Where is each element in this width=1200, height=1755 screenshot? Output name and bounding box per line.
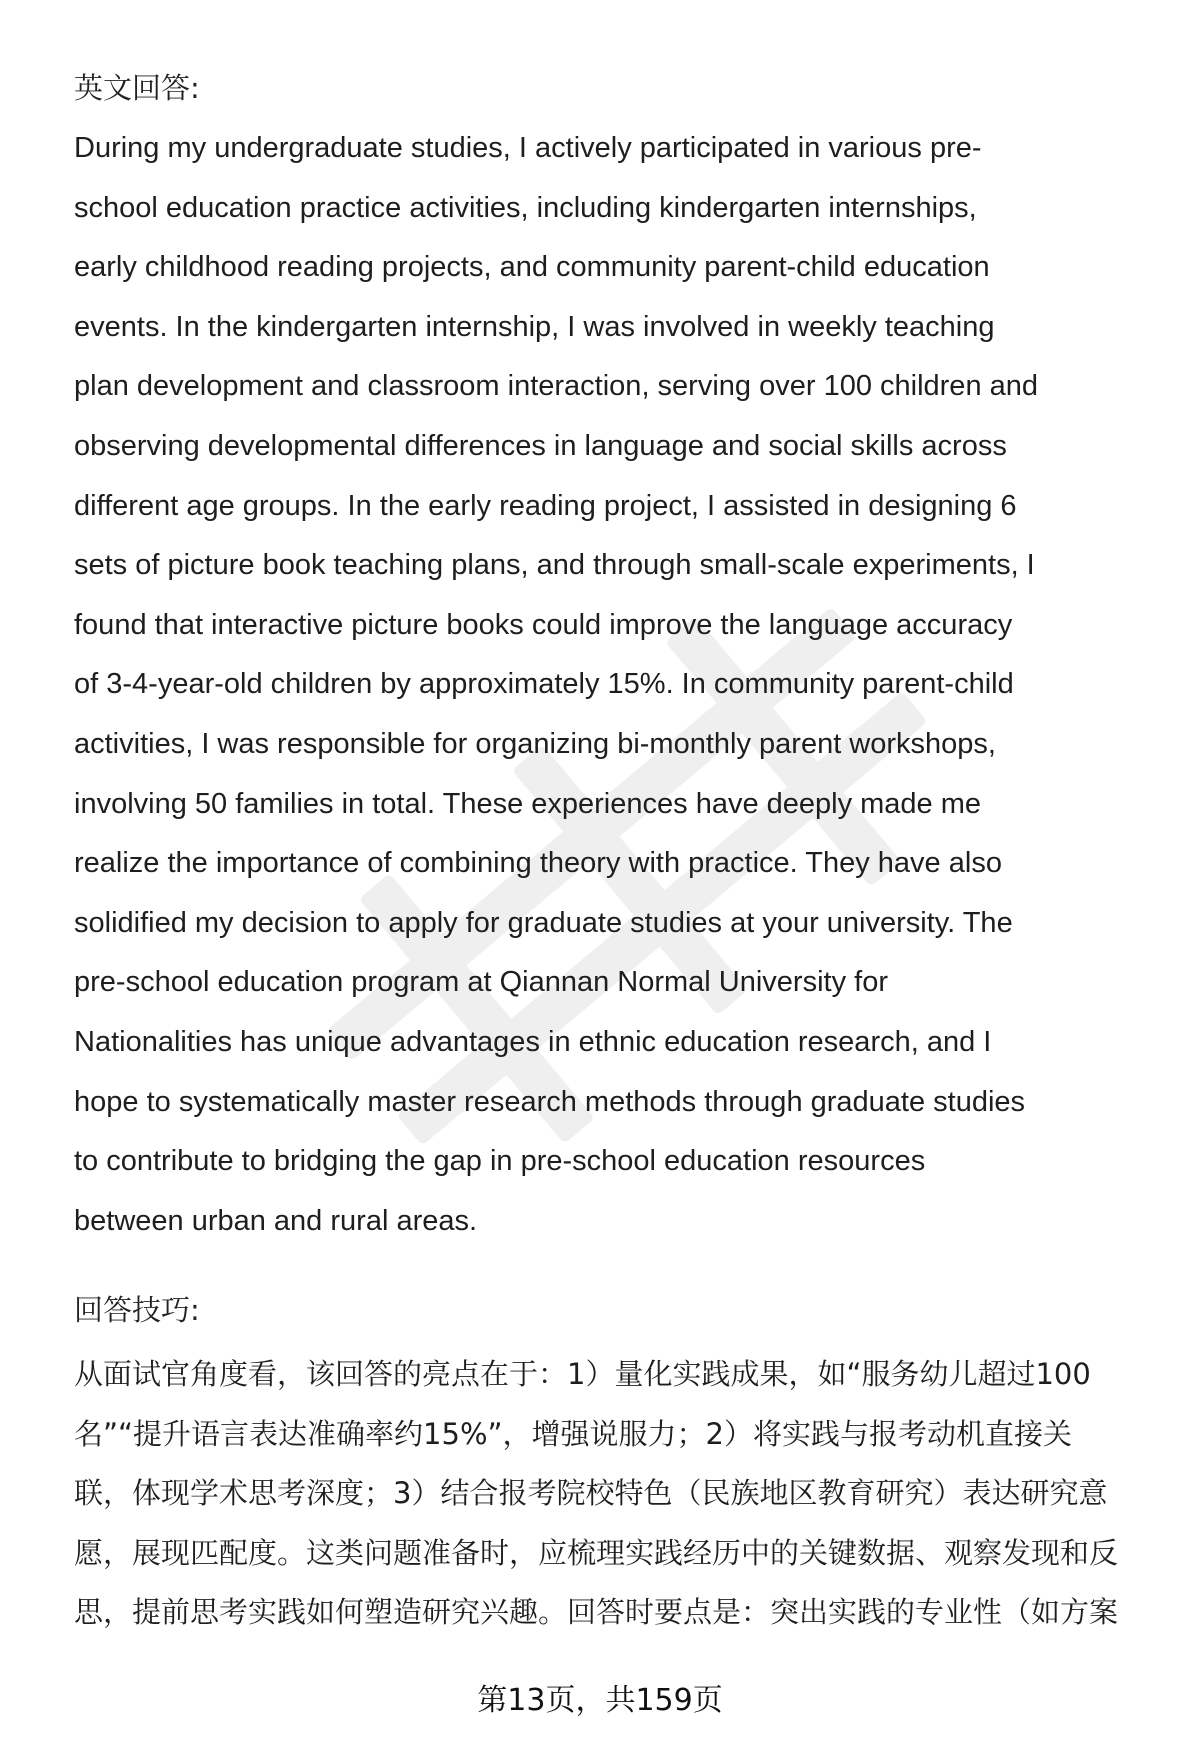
paragraph-line: between urban and rural areas.: [74, 1204, 478, 1237]
paragraph-line: of 3-4-year-old children by approximately 15%. In community parent-child: [74, 668, 1014, 701]
paragraph-line: Nationalities has unique advantages in ethnic education research, and I: [74, 1025, 992, 1058]
english-answer-paragraph: [74, 119, 1154, 1251]
paragraph-line: observing developmental differences in language and social skills across: [74, 429, 1007, 462]
page-number-footer: 第13页，共159页: [477, 1683, 723, 1718]
paragraph-line: plan development and classroom interaction, serving over 100 children and: [74, 370, 1039, 403]
paragraph-line: 联，体现学术思考深度；3）结合报考院校特色（民族地区教育研究）表达研究意: [74, 1476, 1108, 1511]
paragraph-line: During my undergraduate studies, I actively participated in various pre-: [74, 132, 982, 164]
paragraph-line: 从面试官角度看，该回答的亮点在于：1）量化实践成果，如“服务幼儿超过100: [74, 1357, 1091, 1391]
paragraph-line: realize the importance of combining theory with practice. They have also: [74, 847, 1002, 880]
answer-tips-paragraph: [74, 1345, 1154, 1643]
paragraph-line: school education practice activities, including kindergarten internships,: [74, 191, 977, 224]
paragraph-line: sets of picture book teaching plans, and through small-scale experiments, I: [74, 549, 1035, 582]
paragraph-line: to contribute to bridging the gap in pre-school education resources: [74, 1145, 926, 1178]
paragraph-line: solidified my decision to apply for graduate studies at your university. The: [74, 906, 1013, 939]
paragraph-line: early childhood reading projects, and community parent-child education: [74, 251, 990, 284]
answer-tips-heading: 回答技巧:: [74, 1293, 200, 1327]
paragraph-line: found that interactive picture books could improve the language accuracy: [74, 608, 1013, 641]
paragraph-line: 愿，展现匹配度。这类问题准备时，应梳理实践经历中的关键数据、观察发现和反: [74, 1535, 1119, 1570]
paragraph-line: hope to systematically master research methods through graduate studies: [74, 1085, 1026, 1118]
paragraph-line: different age groups. In the early reading project, I assisted in designing 6: [74, 489, 1017, 522]
paragraph-line: 名”“提升语言表达准确率约15%”，增强说服力；2）将实践与报考动机直接关: [74, 1416, 1072, 1451]
english-answer-heading: 英文回答:: [74, 71, 200, 105]
paragraph-line: 思，提前思考实践如何塑造研究兴趣。回答时要点是：突出实践的专业性（如方案: [74, 1595, 1119, 1630]
paragraph-line: involving 50 families in total. These experiences have deeply made me: [74, 787, 982, 820]
paragraph-line: events. In the kindergarten internship, I was involved in weekly teaching: [74, 310, 995, 343]
paragraph-line: pre-school education program at Qiannan Normal University for: [74, 966, 888, 999]
paragraph-line: activities, I was responsible for organizing bi-monthly parent workshops,: [74, 727, 996, 760]
